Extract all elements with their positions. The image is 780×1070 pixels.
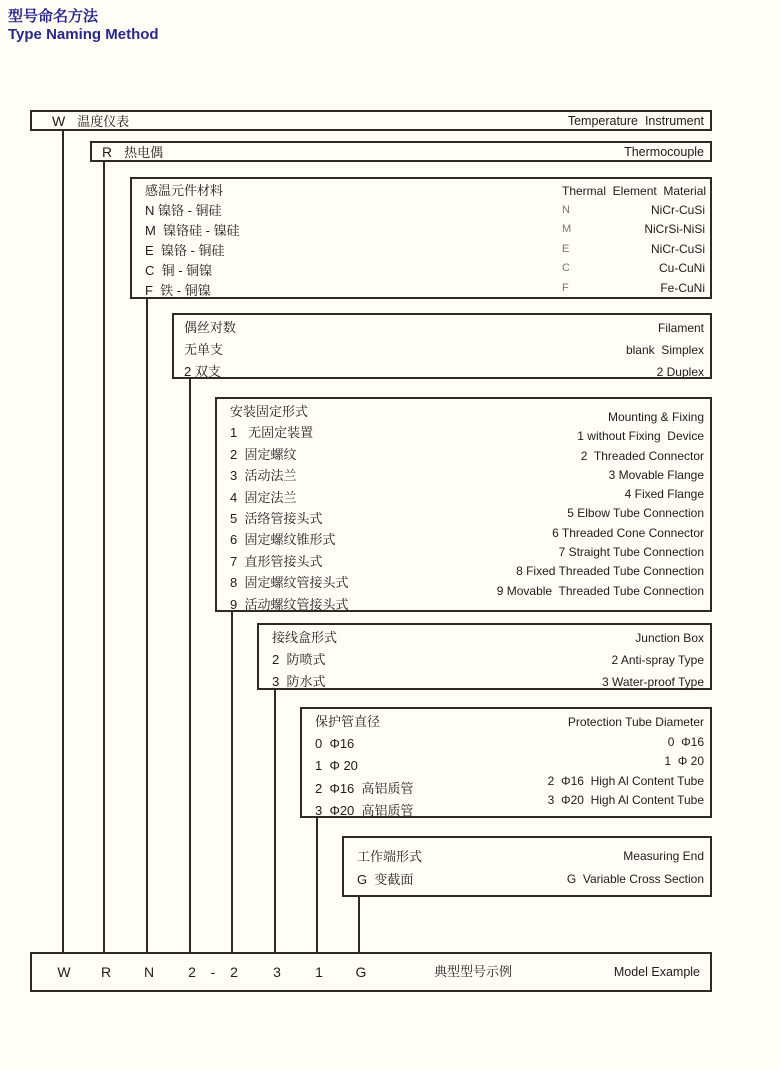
- tube-row-1-zh: 1 Φ 20: [315, 758, 358, 774]
- mounting-row-7-zh: 7 直形管接头式: [230, 553, 323, 569]
- code-w: W: [52, 112, 66, 129]
- mounting-row-1-en: 1 without Fixing Device: [577, 429, 704, 444]
- model-char-dash: -: [210, 964, 216, 980]
- box-filament: [172, 313, 712, 379]
- junction-left-column: [272, 627, 337, 693]
- box-thermal-element-material: [130, 177, 712, 299]
- junction-row-3-en: 3 Water-proof Type: [601, 675, 704, 689]
- model-char-w: W: [57, 964, 71, 980]
- tube-row-1-en: 1 Φ 20: [664, 754, 704, 769]
- material-name-n: NiCr-CuSi: [651, 203, 705, 217]
- connector-line-mounting: [231, 610, 233, 952]
- mounting-header-en: Mounting & Fixing: [607, 410, 704, 424]
- mounting-row-2-zh: 2 固定螺纹: [230, 446, 297, 462]
- box-protection-tube-diameter: [300, 707, 712, 818]
- material-row-n-zh: N 镍铬 - 铜硅: [145, 203, 222, 218]
- box-temperature-instrument: [30, 110, 712, 131]
- model-example-label-zh: 典型型号示例: [434, 964, 513, 979]
- tube-row-3-zh: 3 Φ20 高铝质管: [315, 802, 414, 818]
- material-header-zh: 感温元件材料: [145, 183, 224, 198]
- material-row-c-zh: C 铜 - 铜镍: [145, 263, 213, 278]
- material-row-c-en: [562, 259, 705, 278]
- page-title-chinese: 型号命名方法: [8, 8, 99, 25]
- box-measuring-end: [342, 836, 712, 897]
- material-code-m: M: [562, 223, 572, 236]
- material-row-e-zh: E 镍铬 - 铜硅: [145, 243, 225, 258]
- model-char-2b: 2: [230, 964, 238, 980]
- model-char-1: 1: [315, 964, 323, 980]
- connector-line-end: [358, 895, 360, 952]
- model-char-n: N: [143, 964, 155, 980]
- tube-row-2-zh: 2 Φ16 高铝质管: [315, 780, 414, 796]
- material-row-m-zh: M 镍铬硅 - 镍硅: [145, 223, 240, 238]
- filament-row-simplex-en: blank Simplex: [625, 343, 704, 357]
- connector-line-n: [146, 297, 148, 952]
- material-right-column: [562, 181, 705, 298]
- mounting-row-8-zh: 8 固定螺纹管接头式: [230, 575, 349, 591]
- model-char-3: 3: [273, 964, 281, 980]
- tube-header-zh: 保护管直径: [315, 714, 381, 729]
- end-row-g-en: G Variable Cross Section: [566, 872, 704, 886]
- junction-row-2-en: 2 Anti-spray Type: [611, 653, 704, 667]
- model-char-r: R: [100, 964, 112, 980]
- model-example-label-en: Model Example: [613, 965, 700, 979]
- material-name-f: Fe-CuNi: [660, 280, 705, 295]
- material-row-f-en: [562, 279, 705, 298]
- junction-right-column: [602, 627, 704, 693]
- mounting-row-2-en: 2 Threaded Connector: [580, 448, 704, 463]
- mounting-row-5-zh: 5 活络管接头式: [230, 510, 323, 526]
- end-right-column: [567, 845, 704, 891]
- tube-right-column: [548, 713, 704, 811]
- tube-header-en: Protection Tube Diameter: [567, 715, 704, 729]
- junction-header-zh: 接线盒形式: [272, 630, 338, 645]
- code-r: R: [102, 143, 113, 160]
- mounting-row-4-en: 4 Fixed Flange: [624, 487, 704, 502]
- tube-row-0-en: 0 Φ16: [667, 734, 704, 749]
- filament-header-en: Filament: [657, 321, 704, 335]
- end-row-g-zh: G 变截面: [357, 872, 414, 887]
- filament-right-column: [626, 317, 704, 383]
- connector-line-pairs: [189, 377, 191, 952]
- label-temperature-instrument-zh: 温度仪表: [77, 114, 130, 129]
- filament-row-duplex-zh: 2 双支: [184, 364, 221, 379]
- mounting-header-zh: 安装固定形式: [230, 404, 309, 419]
- mounting-row-5-en: 5 Elbow Tube Connection: [567, 506, 704, 521]
- label-thermocouple-en: Thermocouple: [624, 144, 704, 159]
- filament-row-simplex-zh: 无单支: [184, 342, 224, 357]
- box-mounting-fixing: [215, 397, 712, 612]
- mounting-row-7-en: 7 Straight Tube Connection: [558, 545, 704, 560]
- mounting-row-6-zh: 6 固定螺纹锥形式: [230, 532, 336, 548]
- connector-line-w: [62, 129, 64, 952]
- tube-row-3-en: 3 Φ20 High Al Content Tube: [547, 793, 704, 808]
- junction-header-en: Junction Box: [635, 631, 704, 645]
- mounting-row-6-en: 6 Threaded Cone Connector: [552, 525, 704, 540]
- box-model-example: [30, 952, 712, 992]
- mounting-row-4-zh: 4 固定法兰: [230, 489, 297, 505]
- mounting-right-column: [497, 408, 704, 601]
- connector-line-r: [103, 160, 105, 952]
- material-header-en: Thermal Element Material: [562, 184, 707, 198]
- mounting-row-8-en: 8 Fixed Threaded Tube Connection: [516, 564, 704, 579]
- tube-row-2-en: 2 Φ16 High Al Content Tube: [547, 773, 704, 788]
- tube-left-column: [315, 711, 414, 822]
- material-name-c: Cu-CuNi: [658, 261, 705, 276]
- connector-line-tube: [316, 816, 318, 952]
- mounting-left-column: [230, 401, 348, 615]
- end-header-zh: 工作端形式: [357, 849, 423, 864]
- material-left-column: [145, 181, 240, 301]
- label-temperature-instrument-en: Temperature Instrument: [567, 113, 704, 128]
- mounting-row-3-en: 3 Movable Flange: [608, 467, 704, 482]
- material-name-m: NiCrSi-NiSi: [644, 222, 705, 237]
- label-thermocouple-zh: 热电偶: [124, 145, 164, 160]
- material-row-f-zh: F 铁 - 铜镍: [145, 283, 211, 298]
- material-code-e: E: [562, 242, 570, 255]
- end-header-en: Measuring End: [623, 849, 704, 863]
- box-thermocouple: [90, 141, 712, 162]
- end-left-column: [357, 845, 422, 891]
- filament-left-column: [184, 317, 236, 383]
- filament-header-zh: 偶丝对数: [184, 320, 237, 335]
- filament-row-duplex-en: 2 Duplex: [656, 365, 704, 379]
- material-row-n-en: [562, 201, 705, 220]
- material-code-f: F: [562, 281, 569, 294]
- connector-line-junction: [274, 688, 276, 952]
- material-code-c: C: [562, 262, 570, 275]
- material-row-m-en: [562, 220, 705, 239]
- model-char-2a: 2: [188, 964, 196, 980]
- junction-row-3-zh: 3 防水式: [272, 674, 326, 689]
- material-name-e: NiCr-CuSi: [651, 241, 705, 256]
- material-row-e-en: [562, 240, 705, 259]
- junction-row-2-zh: 2 防喷式: [272, 652, 326, 667]
- mounting-row-9-zh: 9 活动螺纹管接头式: [230, 596, 349, 612]
- page-title-english: Type Naming Method: [8, 26, 159, 43]
- model-char-g: G: [355, 964, 367, 980]
- tube-row-0-zh: 0 Φ16: [315, 736, 355, 752]
- mounting-row-9-en: 9 Movable Threaded Tube Connection: [496, 583, 704, 598]
- material-code-n: N: [562, 204, 570, 216]
- mounting-row-1-zh: 1 无固定装置: [230, 425, 314, 441]
- mounting-row-3-zh: 3 活动法兰: [230, 468, 297, 484]
- box-junction-box: [257, 623, 712, 690]
